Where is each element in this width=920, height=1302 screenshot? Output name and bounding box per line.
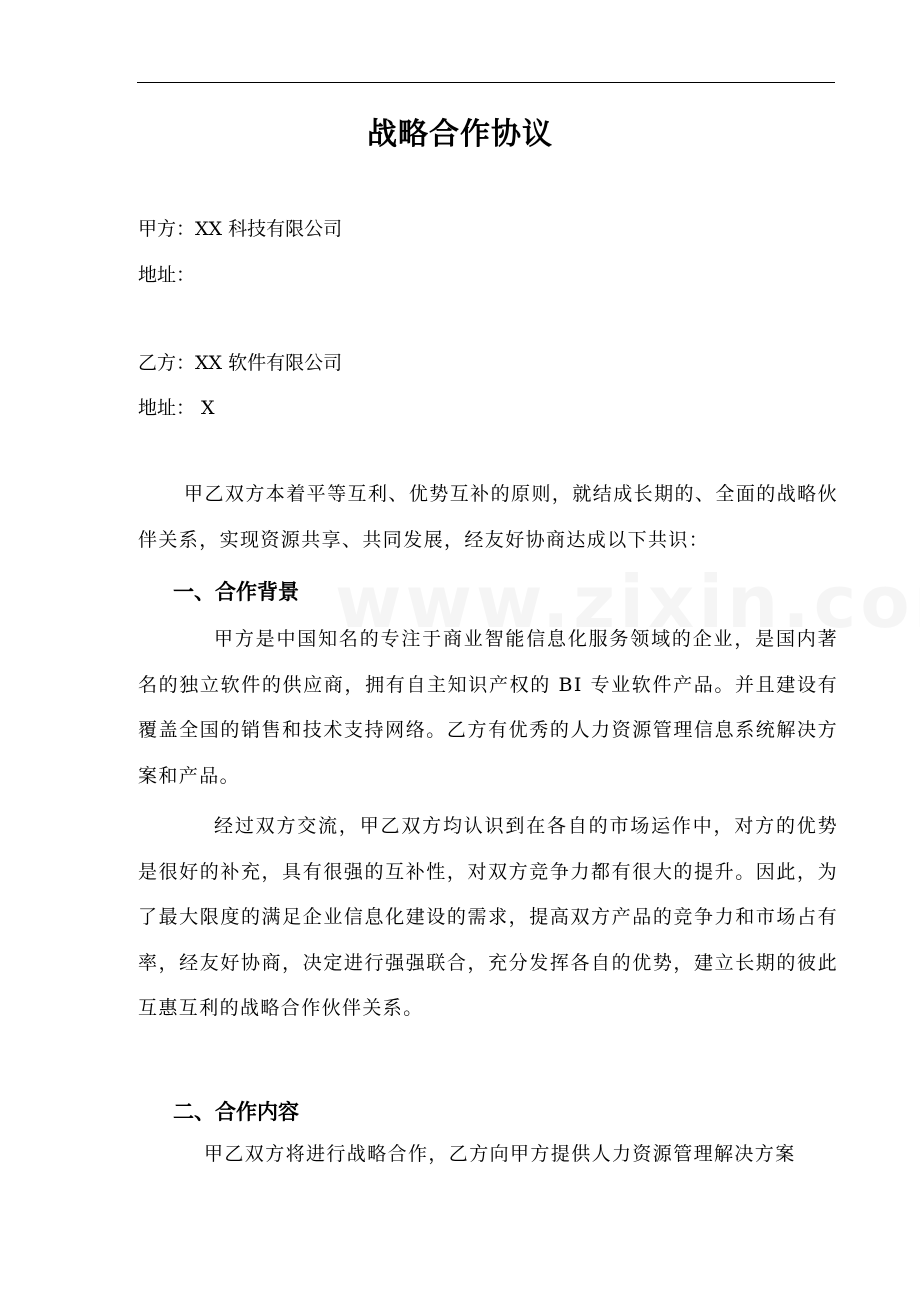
section-heading-content: 二、合作内容 [173,1100,299,1124]
section-heading-background: 一、合作背景 [173,580,299,604]
background-paragraph-2: 经过双方交流，甲乙双方均认识到在各自的市场运作中，对方的优势是很好的补充，具有很强的互补性，对双方竞争力都有很大的提升。因此，为了最大限度的满足企业信息化建设的需求，提高双方产品的竞争力和市场占有率，经友好协商，决定进行强强联合，充分发挥各自的优势，建立长期的彼此互惠互利的战略合作伙伴关系。 [138,815,838,1019]
party-a-address: 地址： [138,264,196,286]
party-a-name: 甲方：XX 科技有限公司 [138,218,343,240]
intro-paragraph: 甲乙双方本着平等互利、优势互补的原则，就结成长期的、全面的战略伙伴关系，实现资源共享、共同发展，经友好协商达成以下共识： [138,483,838,551]
background-paragraph-1: 甲方是中国知名的专注于商业智能信息化服务领域的企业，是国内著名的独立软件的供应商，拥有自主知识产权的 BI 专业软件产品。并且建设有覆盖全国的销售和技术支持网络。乙方有优秀的人力资源管理信息系统解决方案和产品。 [138,628,838,787]
party-b-name: 乙方：XX 软件有限公司 [138,352,343,374]
document-title: 战略合作协议 [367,117,553,152]
content-paragraph-1: 甲乙双方将进行战略合作，乙方向甲方提供人力资源管理解决方案 [204,1143,796,1165]
header-rule [137,82,835,83]
party-b-address: 地址： X [138,397,215,419]
